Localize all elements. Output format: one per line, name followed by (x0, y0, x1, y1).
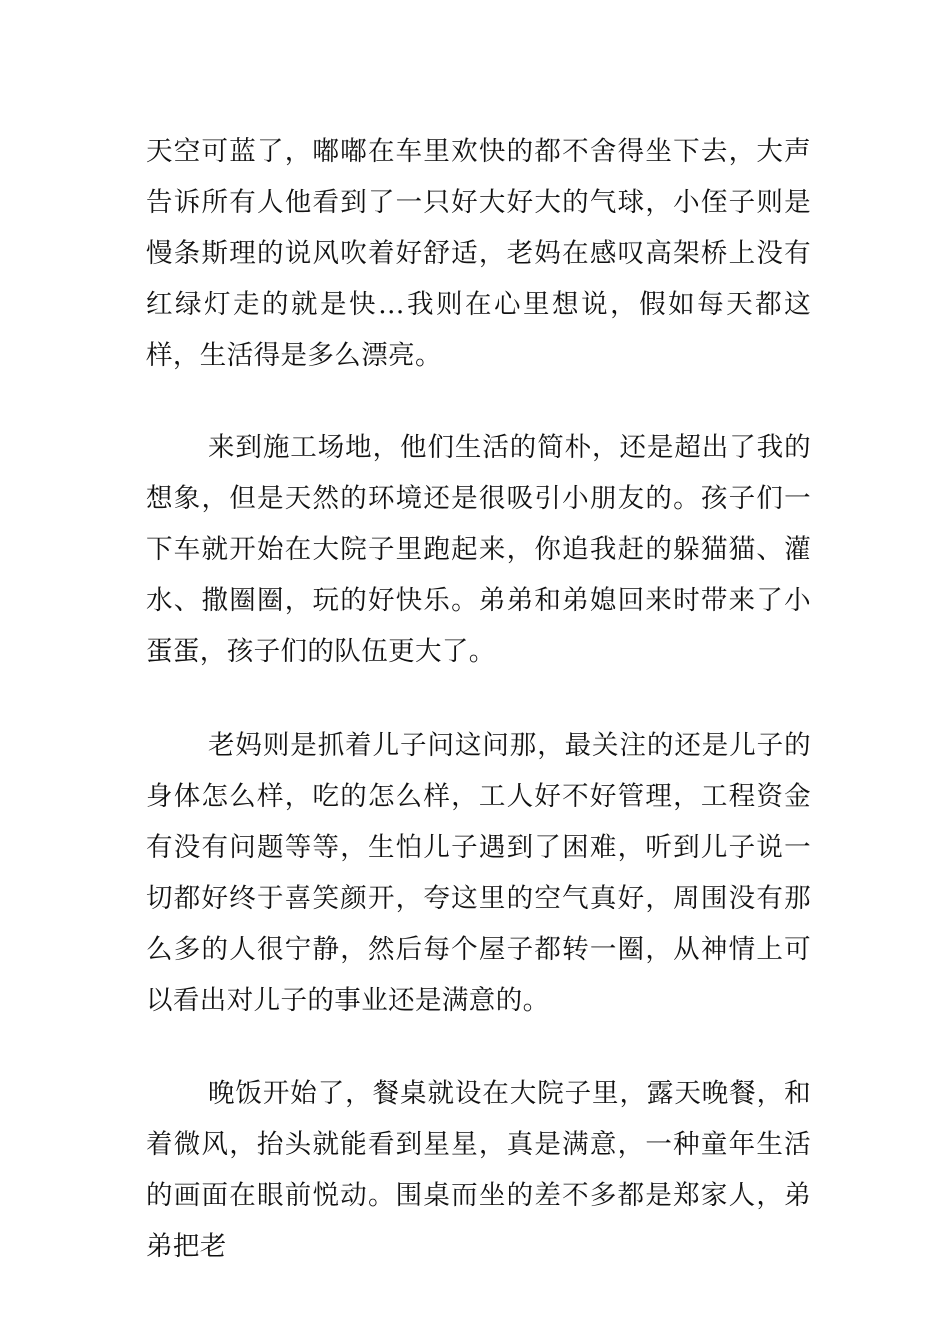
paragraph-1: 天空可蓝了，嘟嘟在车里欢快的都不舍得坐下去，大声告诉所有人他看到了一只好大好大的气球，小侄子则是慢条斯理的说风吹着好舒适，老妈在感叹高架桥上没有红绿灯走的就是快…我则在心里想说，假如每天都这样，生活得是多么漂亮。 (146, 136, 811, 371)
paragraph-3: 老妈则是抓着儿子问这问那，最关注的还是儿子的身体怎么样，吃的怎么样，工人好不好管理，工程资金有没有问题等等，生怕儿子遇到了困难，听到儿子说一切都好终于喜笑颜开，夸这里的空气真好，周围没有那么多的人很宁静，然后每个屋子都转一圈，从神情上可以看出对儿子的事业还是满意的。 (146, 730, 811, 1016)
paragraph-2: 来到施工场地，他们生活的简朴，还是超出了我的想象，但是天然的环境还是很吸引小朋友的。孩子们一下车就开始在大院子里跑起来，你追我赶的躲猫猫、灌水、撒圈圈，玩的好快乐。弟弟和弟媳回来时带来了小蛋蛋，孩子们的队伍更大了。 (146, 432, 811, 667)
paragraph-4: 晚饭开始了，餐桌就设在大院子里，露天晚餐，和着微风，抬头就能看到星星，真是满意，一种童年生活的画面在眼前悦动。围桌而坐的差不多都是郑家人，弟弟把老 (146, 1078, 811, 1262)
